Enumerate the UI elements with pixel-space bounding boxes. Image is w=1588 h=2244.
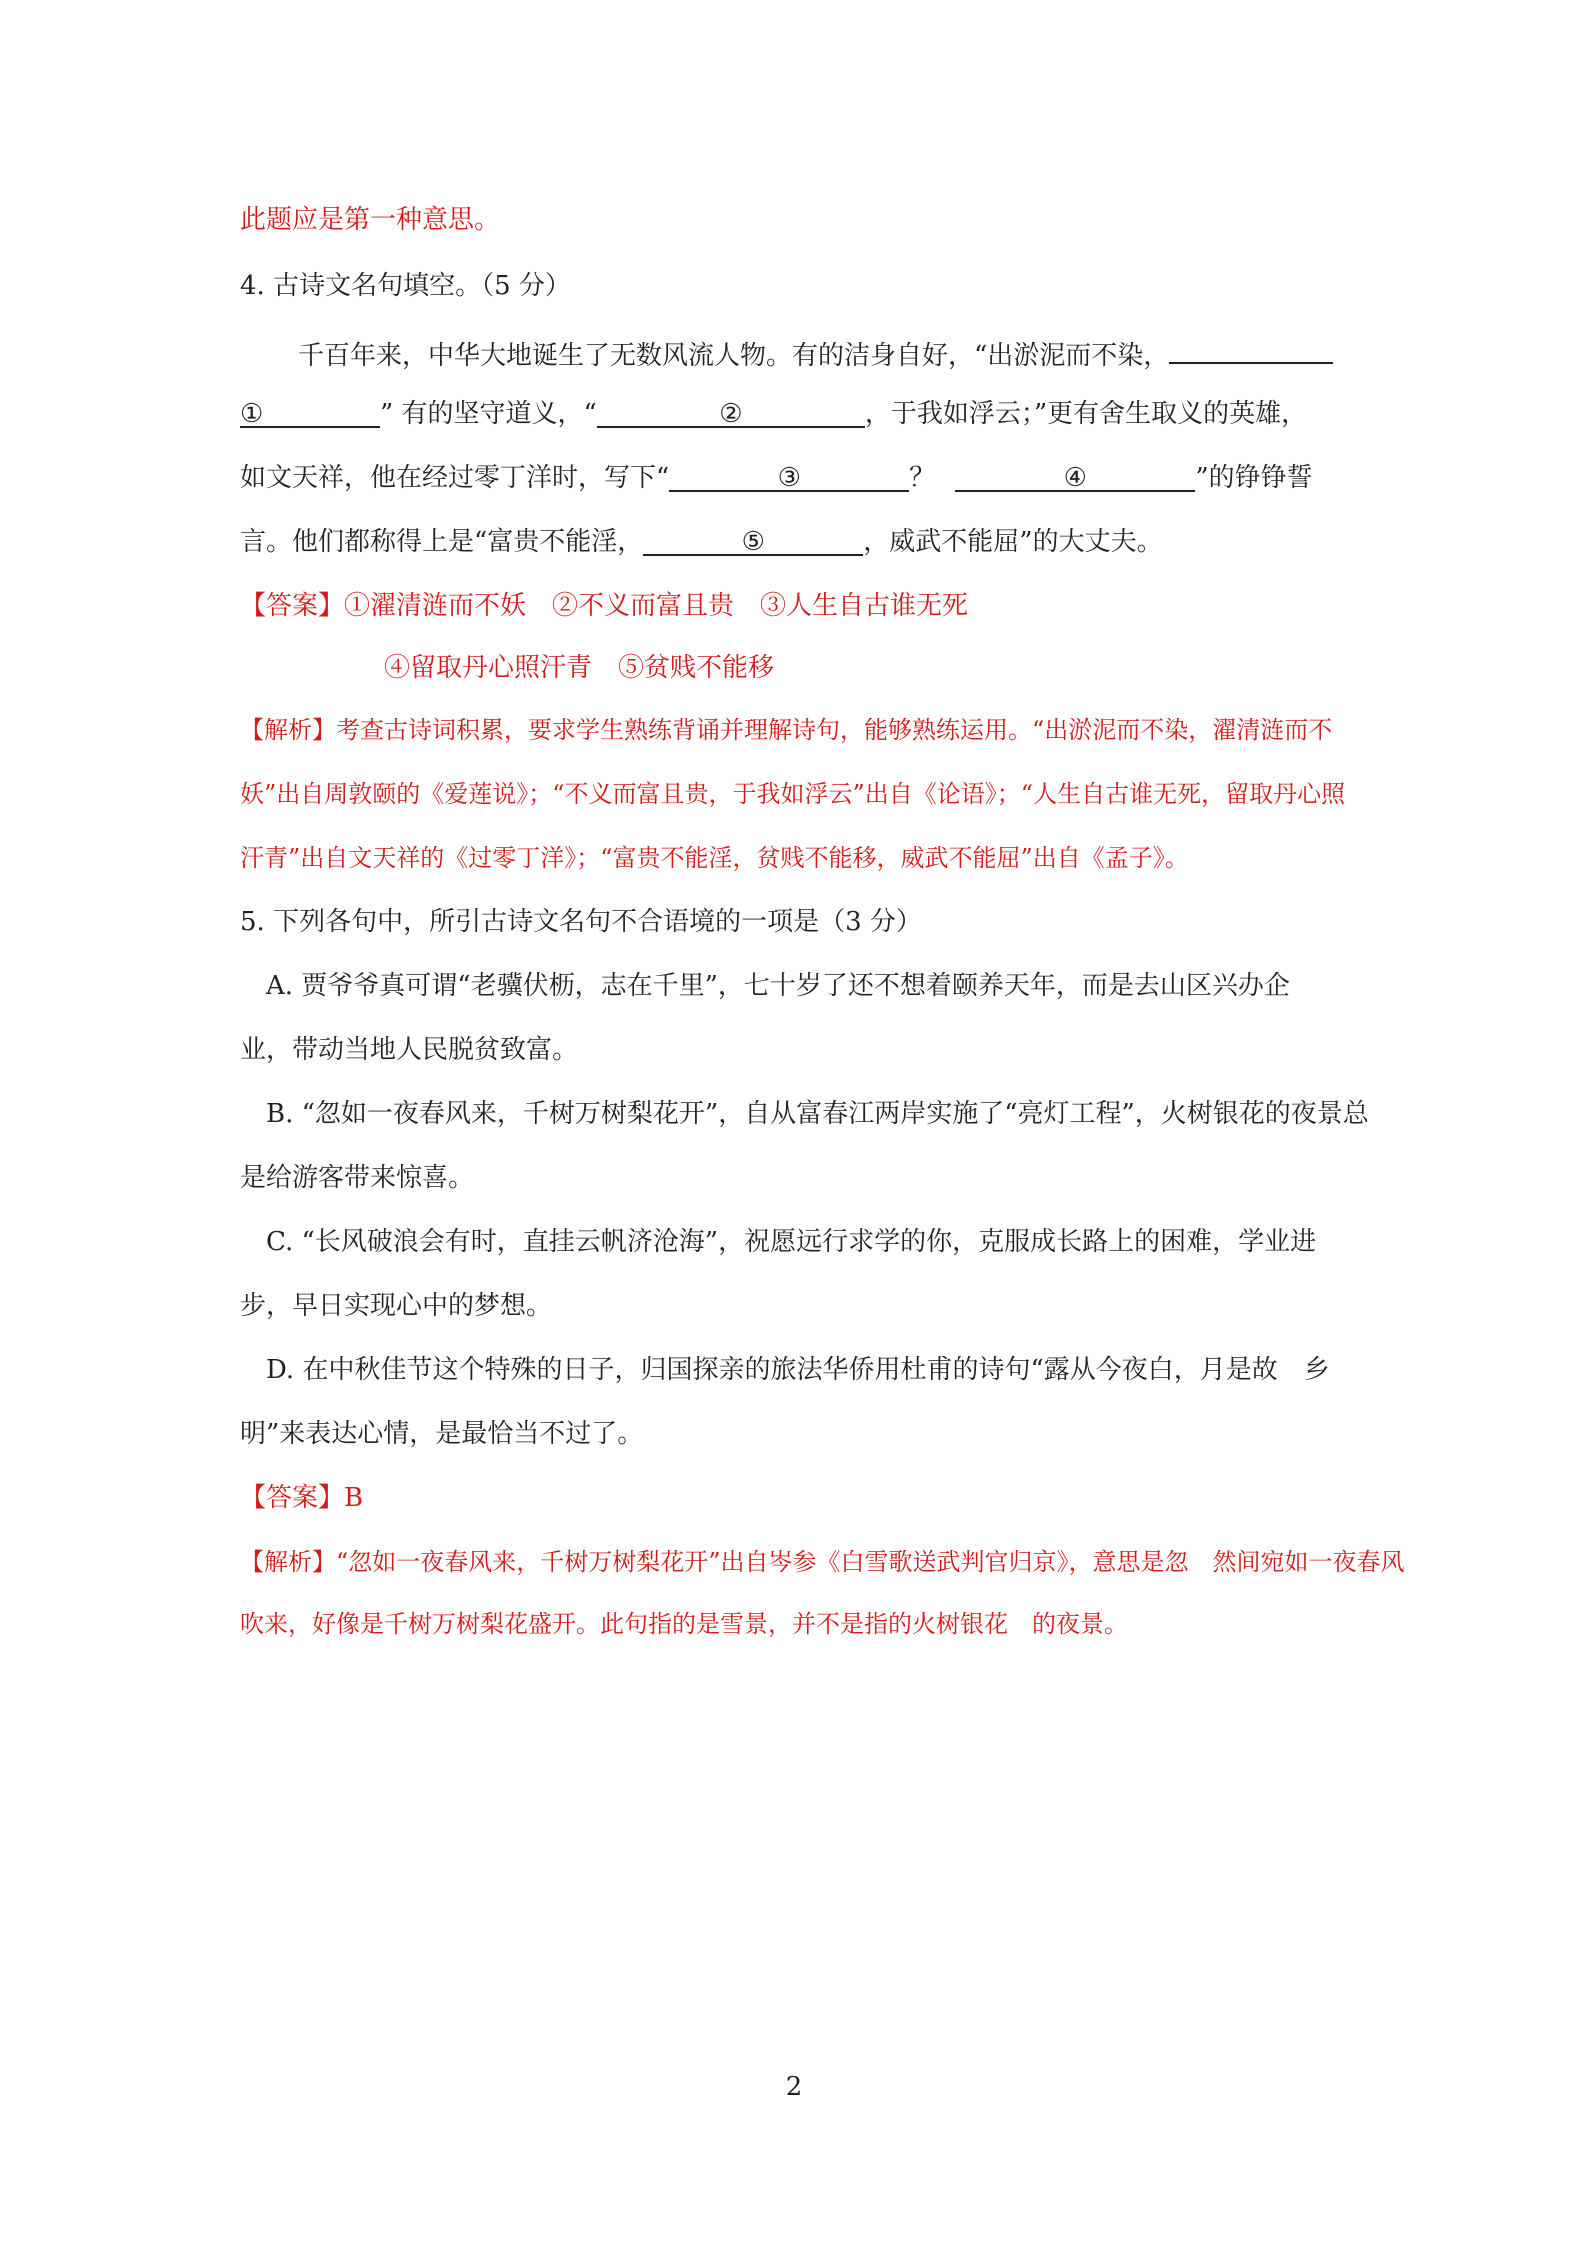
- q4-text: ”的铮铮誓: [1195, 463, 1313, 493]
- previous-explanation: 此题应是第一种意思。: [240, 205, 501, 235]
- q4-blank-3: ③: [669, 460, 909, 492]
- q5-title: 5. 下列各句中，所引古诗文名句不合语境的一项是（3 分）: [240, 907, 922, 937]
- q4-answer-text-1: ①濯清涟而不妖 ②不义而富且贵 ③人生自古谁无死: [344, 591, 969, 621]
- q5-analysis-text: “忽如一夜春风来，千树万树梨花开”出自岑参《白雪歌送武判官归京》，意思是忽 然间宛如一夜春风: [336, 1548, 1405, 1576]
- q5-option-a-line-2: 业，带动当地人民脱贫致富。: [240, 1035, 579, 1065]
- q4-passage-line-3: [240, 460, 1313, 496]
- q4-text: ” 有的坚守道义，“: [380, 399, 597, 429]
- q5-answer-text: B: [344, 1483, 364, 1513]
- q4-passage-line-1: [298, 332, 1333, 374]
- page-number: 2: [785, 2072, 803, 2102]
- q4-blank-4: ④: [955, 460, 1195, 492]
- q5-option-c-line-2: 步，早日实现心中的梦想。: [240, 1291, 553, 1321]
- q4-text: ，于我如浮云；”更有舍生取义的英雄，: [864, 399, 1308, 429]
- q4-answer-line-2: ④留取丹心照汗青 ⑤贫贱不能移: [384, 653, 775, 683]
- q4-text: 言。他们都称得上是“富贵不能淫，: [240, 527, 644, 557]
- q4-blank-2: ②: [597, 396, 865, 428]
- q4-analysis-line-1: [240, 712, 1332, 748]
- q4-text: 千百年来，中华大地诞生了无数风流人物。有的洁身自好，“出淤泥而不染，: [298, 341, 1170, 371]
- q4-blank-5: ⑤: [643, 524, 863, 556]
- q4-text: 如文天祥，他在经过零丁洋时，写下“: [240, 463, 670, 493]
- q4-text: ，威武不能屈”的大丈夫。: [863, 527, 1163, 557]
- q4-blank-line-1: [1169, 332, 1333, 364]
- q4-analysis-text: 考查古诗词积累，要求学生熟练背诵并理解诗句，能够熟练运用。“出淤泥而不染，濯清涟而不: [336, 716, 1333, 744]
- q4-answer: [240, 588, 968, 624]
- q5-option-b-line-1: B. “忽如一夜春风来，千树万树梨花开”，自从富春江两岸实施了“亮灯工程”，火树银花的夜景总: [266, 1099, 1369, 1129]
- q5-answer: [240, 1480, 363, 1516]
- q5-analysis-line-1: [240, 1544, 1405, 1580]
- q5-option-d-line-1: D. 在中秋佳节这个特殊的日子，归国探亲的旅法华侨用杜甫的诗句“露从今夜白，月是故 乡: [266, 1355, 1330, 1385]
- q5-option-b-line-2: 是给游客带来惊喜。: [240, 1163, 475, 1193]
- q5-option-a-line-1: A. 贾爷爷真可谓“老骥伏枥，志在千里”，七十岁了还不想着颐养天年，而是去山区兴办企: [266, 971, 1290, 1001]
- q4-title: 4. 古诗文名句填空。（5 分）: [240, 271, 571, 301]
- q4-passage-line-2: [240, 396, 1307, 432]
- q4-analysis-line-3: 汗青”出自文天祥的《过零丁洋》；“富贵不能淫，贫贱不能移，威武不能屈”出自《孟子》。: [240, 844, 1189, 872]
- q4-passage-line-4: [240, 524, 1163, 560]
- q4-text: ？: [909, 463, 936, 493]
- answer-label: 【答案】: [240, 1483, 345, 1513]
- q5-option-d-line-2: 明”来表达心情，是最恰当不过了。: [240, 1419, 644, 1449]
- analysis-label: 【解析】: [240, 1548, 336, 1576]
- q4-analysis-line-2: 妖”出自周敦颐的《爱莲说》；“不义而富且贵，于我如浮云”出自《论语》；“人生自古谁无死，留取丹心照: [240, 780, 1346, 808]
- analysis-label: 【解析】: [240, 716, 336, 744]
- q5-analysis-line-2: 吹来，好像是千树万树梨花盛开。此句指的是雪景，并不是指的火树银花 的夜景。: [240, 1610, 1128, 1638]
- q4-blank-1: ①: [240, 396, 380, 428]
- q5-option-c-line-1: C. “长风破浪会有时，直挂云帆济沧海”，祝愿远行求学的你，克服成长路上的困难，学业进: [266, 1227, 1317, 1257]
- answer-label: 【答案】: [240, 591, 345, 621]
